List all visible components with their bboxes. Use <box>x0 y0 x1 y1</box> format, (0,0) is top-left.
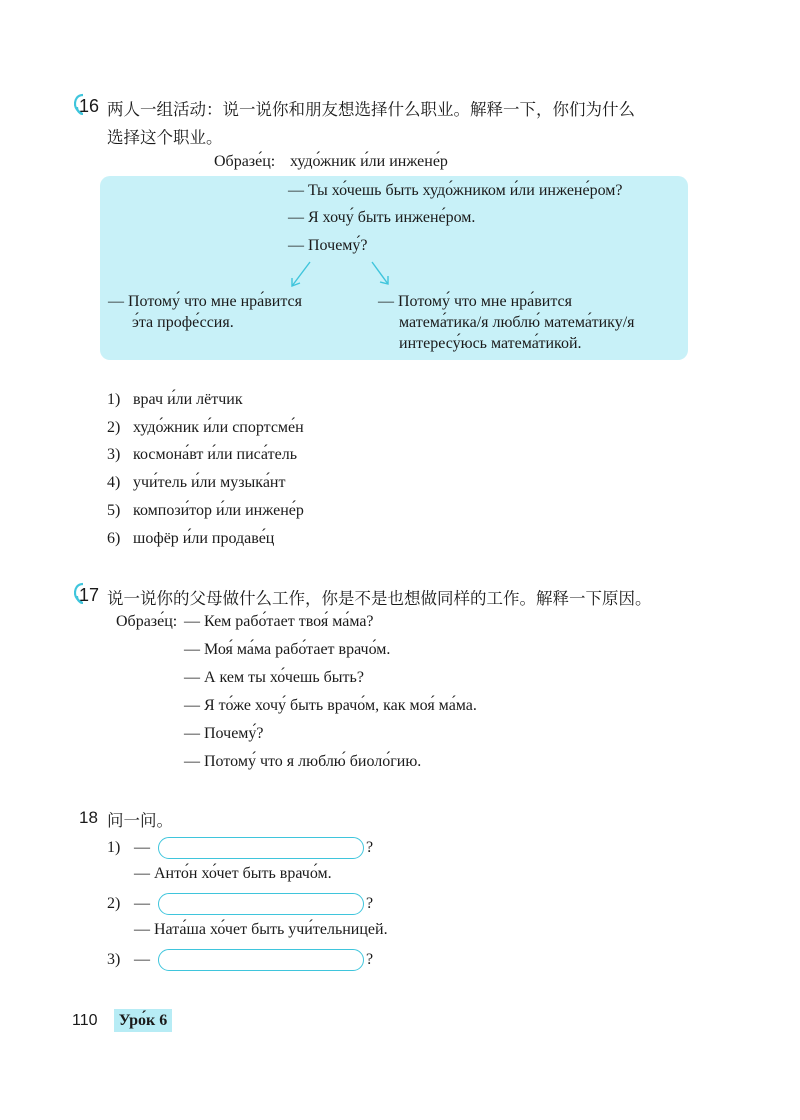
question-input-2[interactable] <box>158 893 364 915</box>
list-item-number: 5) <box>107 502 121 519</box>
list-item: учи́тель и́ли музыка́нт <box>133 474 286 491</box>
page-number: 110 <box>72 1012 98 1029</box>
dialog-line: — А кем ты хо́чешь быть? <box>184 669 364 686</box>
dialog-line: — Моя́ ма́ма рабо́тает врачо́м. <box>184 641 391 658</box>
list-item: врач и́ли лётчик <box>133 391 243 408</box>
list-item: шофёр и́ли продаве́ц <box>133 530 275 547</box>
dialog-line: — Я то́же хочу́ быть врачо́м, как моя́ ма́ма. <box>184 697 477 714</box>
list-item-number: 2) <box>107 419 121 436</box>
answer-line: — Анто́н хо́чет быть врачо́м. <box>134 865 332 882</box>
exercise-16-instruction-line1: 两人一组活动：说一说你和朋友想选择什么职业。解释一下，你们为什么 <box>107 100 635 119</box>
exercise-17-instruction: 说一说你的父母做什么工作，你是不是也想做同样的工作。解释一下原因。 <box>107 589 652 608</box>
list-item: компози́тор и́ли инжене́р <box>133 502 304 519</box>
model-label: Образе́ц: <box>214 153 276 170</box>
list-item-number: 1) <box>107 391 121 408</box>
question-dash: — <box>134 895 150 912</box>
question-dash: — <box>134 839 150 856</box>
exercise-16-number: 16 <box>79 96 100 116</box>
exercise-18-number: 18 <box>79 808 98 827</box>
exercise-16-instruction-line2: 选择这个职业。 <box>107 128 223 147</box>
answer-left-line: — Потому́ что мне нра́вится <box>108 293 302 310</box>
list-item-number: 4) <box>107 474 121 491</box>
dialog-line: — Потому́ что я люблю́ биоло́гию. <box>184 753 422 770</box>
question-mark: ? <box>366 839 374 856</box>
question-mark: ? <box>366 951 374 968</box>
list-item-number: 6) <box>107 530 121 547</box>
list-item: космона́вт и́ли писа́тель <box>133 446 297 463</box>
question-input-1[interactable] <box>158 837 364 859</box>
lesson-tag: Уро́к 6 <box>114 1009 172 1032</box>
question-dash: — <box>134 951 150 968</box>
question-number: 1) <box>107 839 121 856</box>
dialog-line: — Кем рабо́тает твоя́ ма́ма? <box>184 613 374 630</box>
answer-left-line: э́та профе́ссия. <box>132 314 234 331</box>
answer-line: — Ната́ша хо́чет быть учи́тельницей. <box>134 921 388 938</box>
exercise-18-instruction: 问一问。 <box>107 811 173 830</box>
dialog-line: — Почему́? <box>288 237 368 254</box>
question-mark: ? <box>366 895 374 912</box>
dialog-line: — Ты хо́чешь быть худо́жником и́ли инжене́ром? <box>288 182 623 199</box>
list-item-number: 3) <box>107 446 121 463</box>
answer-right-line: — Потому́ что мне нра́вится <box>378 293 572 310</box>
exercise-17-number: 17 <box>79 585 100 605</box>
branch-arrows-icon <box>280 258 400 292</box>
question-number: 3) <box>107 951 121 968</box>
model-topic: худо́жник и́ли инжене́р <box>290 153 448 170</box>
question-number: 2) <box>107 895 121 912</box>
dialog-line: — Я хочу́ быть инжене́ром. <box>288 209 476 226</box>
model-label: Образе́ц: <box>116 613 178 630</box>
list-item: худо́жник и́ли спортсме́н <box>133 419 304 436</box>
answer-right-line: интересу́юсь матема́тикой. <box>399 335 582 352</box>
dialog-line: — Почему́? <box>184 725 264 742</box>
answer-right-line: матема́тика/я люблю́ матема́тику/я <box>399 314 635 331</box>
question-input-3[interactable] <box>158 949 364 971</box>
